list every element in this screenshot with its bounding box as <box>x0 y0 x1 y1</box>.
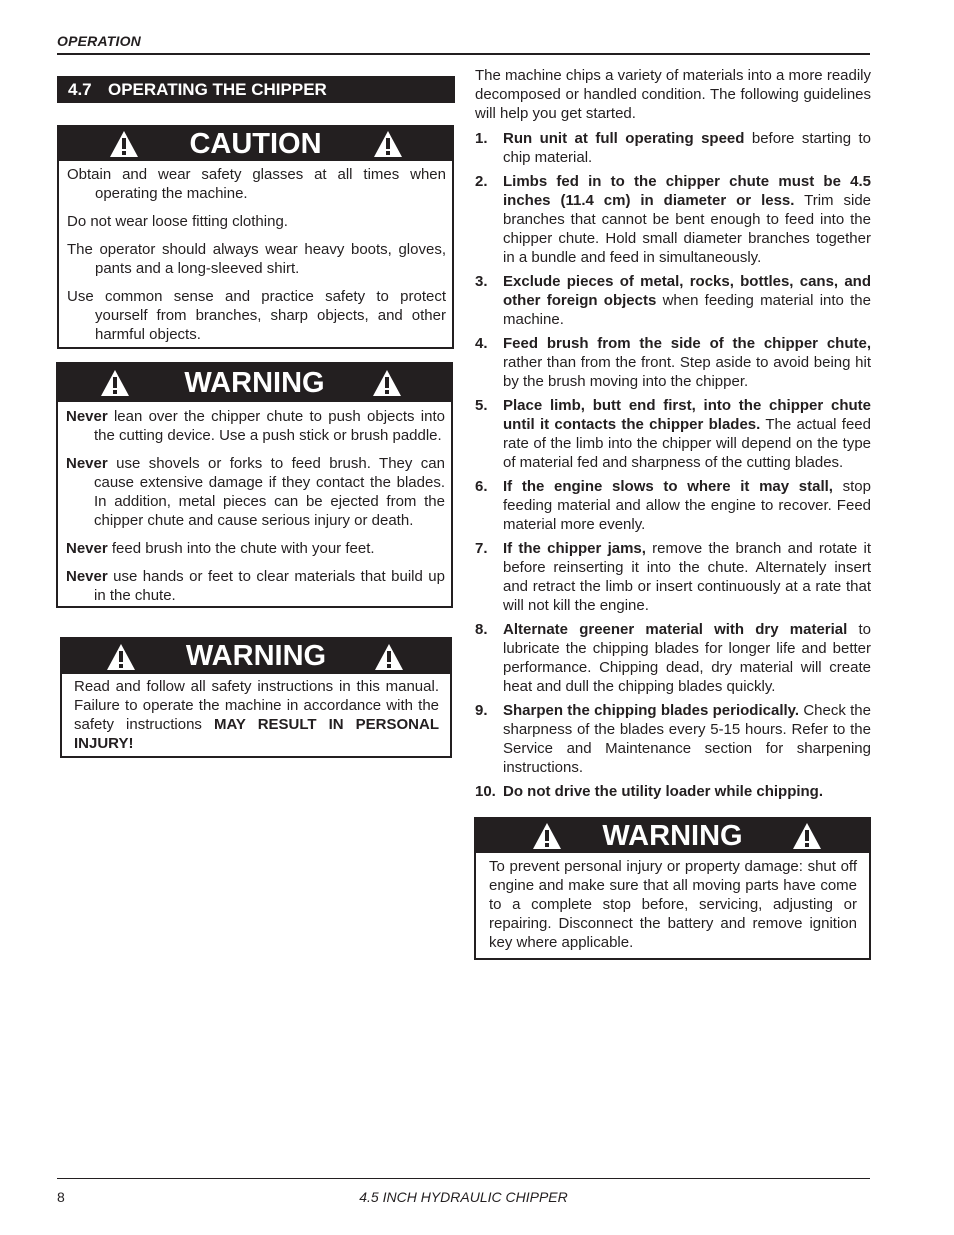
list-item: 5. Place limb, butt end first, into the chipper chute until it contacts the chipper blades. The actual feed rate of the limb into the chipper will depend on the type of material fed and sharpness of the cutting blades. <box>475 397 871 471</box>
header-rule <box>57 53 870 55</box>
operating-guidelines <box>475 66 871 806</box>
list-item: 7. If the chipper jams, remove the branch and rotate it before reinserting it into the chute. Alternately insert and retract the limb or insert continuously at a rate that will not kill the engine. <box>475 540 872 614</box>
warning-title: WARNING <box>184 366 325 399</box>
warning-body <box>58 402 451 605</box>
warning-triangle-icon <box>106 643 136 671</box>
warning-title-bar <box>476 819 869 853</box>
warning-title-bar <box>62 639 450 674</box>
list-item: 6. If the engine slows to where it may stall, stop feeding material and allow the engine to recover. Feed material more evenly. <box>475 478 871 533</box>
warning-triangle-icon <box>374 643 404 671</box>
list-item: 9. Sharpen the chipping blades periodically. Check the sharpness of the blades every 5-15 hours. Refer to the Service and Maintenance section for sharpening instructions. <box>475 702 871 776</box>
warning-triangle-icon <box>792 822 822 850</box>
warning-title: WARNING <box>185 640 327 672</box>
caution-item: Obtain and wear safety glasses at all times when operating the machine. <box>67 166 446 202</box>
section-heading <box>57 76 455 103</box>
list-item: 1. Run unit at full operating speed before starting to chip material. <box>475 130 872 166</box>
list-item: 3. Exclude pieces of metal, rocks, bottles, cans, and other foreign objects when feeding material into the machine. <box>475 273 871 328</box>
warning-text: Read and follow all safety instructions in this manual. Failure to operate the machine in accordance with the safety instructions MAY RESULT IN PERSONAL INJURY! <box>74 678 440 752</box>
caution-title: CAUTION <box>189 127 322 160</box>
list-item: 10. Do not drive the utility loader while chipping. <box>475 783 824 800</box>
section-number: 4.7 <box>68 80 92 99</box>
caution-item: The operator should always wear heavy boots, gloves, pants and a long-sleeved shirt. <box>67 241 446 277</box>
page-number: 8 <box>57 1189 65 1205</box>
warning-body <box>476 853 869 952</box>
warning-triangle-icon <box>373 130 403 158</box>
caution-item: Do not wear loose fitting clothing. <box>67 213 288 230</box>
warning-item: Never use hands or feet to clear materials that build up in the chute. <box>66 568 445 604</box>
section-title: OPERATING THE CHIPPER <box>108 80 327 99</box>
warning-triangle-icon <box>109 130 139 158</box>
warning-title-bar <box>58 364 451 402</box>
list-item: 4. Feed brush from the side of the chipper chute, rather than from the front. Step aside to avoid being hit by the brush moving into the chipper. <box>475 335 871 390</box>
footer-title: 4.5 INCH HYDRAULIC CHIPPER <box>359 1189 568 1205</box>
warning-box-maintenance <box>474 817 871 960</box>
warning-triangle-icon <box>372 369 402 397</box>
list-item: 8. Alternate greener material with dry material to lubricate the chipping blades for longer life and better performance. Chipping dead, dry material will create heat and dull the chipping blades quickly. <box>475 621 871 695</box>
caution-title-bar <box>59 127 452 161</box>
warning-item: Never use shovels or forks to feed brush. They can cause extensive damage if they contact the blades. In addition, metal pieces can be ejected from the chipper chute and cause serious injury or death. <box>66 455 445 529</box>
warning-text: To prevent personal injury or property damage: shut off engine and make sure that all moving parts have come to a complete stop before, servicing, adjusting or repairing. Disconnect the battery and remove ignition key where applicable. <box>489 858 857 951</box>
caution-item: Use common sense and practice safety to protect yourself from branches, sharp objects, and other harmful objects. <box>67 288 446 343</box>
intro-paragraph: The machine chips a variety of materials into a more readily decomposed or handled condition. The following guidelines will help you get started. <box>475 67 872 122</box>
warning-triangle-icon <box>532 822 562 850</box>
warning-box-instructions <box>60 637 452 758</box>
warning-box-never <box>56 362 453 608</box>
guideline-list <box>475 129 871 801</box>
warning-item: Never lean over the chipper chute to push objects into the cutting device. Use a push stick or brush paddle. <box>66 408 445 444</box>
list-item: 2. Limbs fed in to the chipper chute must be 4.5 inches (11.4 cm) in diameter or less. Trim side branches that cannot be bent enough to feed into the chipper chute. Hold small diameter branches together in a bundle and feed in simultaneously. <box>475 173 871 266</box>
footer-rule <box>57 1178 870 1179</box>
warning-body <box>62 674 450 753</box>
warning-triangle-icon <box>100 369 130 397</box>
warning-title: WARNING <box>602 819 743 852</box>
running-header: OPERATION <box>57 33 141 49</box>
warning-item: Never feed brush into the chute with your feet. <box>66 540 375 557</box>
caution-body <box>59 161 452 344</box>
caution-box <box>57 125 454 349</box>
